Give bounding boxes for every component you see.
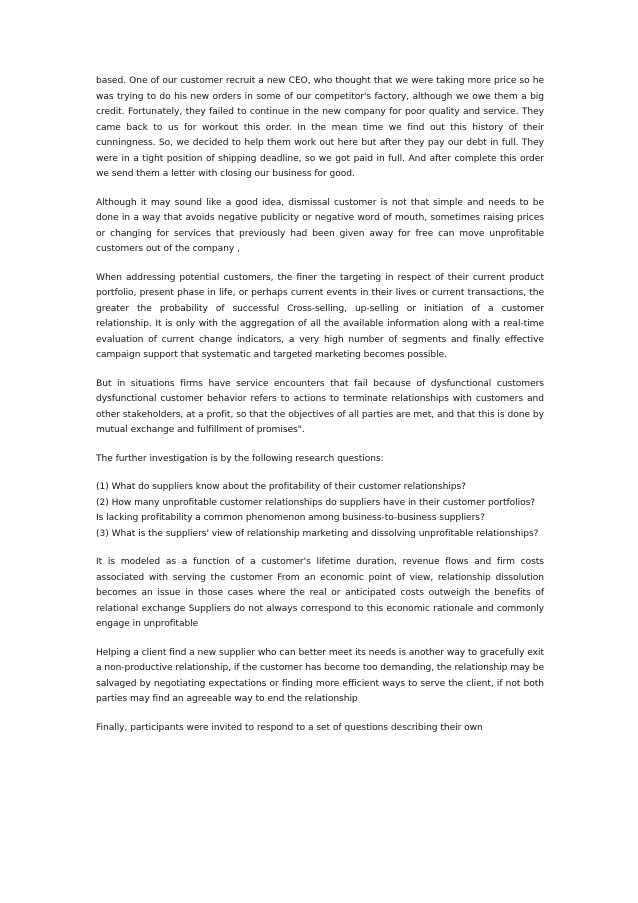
research-question-2: (2) How many unprofitable customer relationships do suppliers have in their customer portfolios? (96, 497, 536, 508)
paragraph-participants: Finally, participants were invited to respond to a set of questions describing their own (96, 722, 483, 733)
research-questions-list (96, 480, 544, 542)
paragraph-new-supplier: Helping a client find a new supplier who can better meet its needs is another way to gracefully exit a non-productive relationship, if the customer has become too demanding, the relationship may be salvaged by negotiating expectations or finding more efficient ways to serve the client, if not both parties may find an agreeable way to end the relationship (96, 647, 545, 704)
research-question-3: (3) What is the suppliers' view of relationship marketing and dissolving unprofitable relationships? (96, 528, 539, 539)
paragraph-potential-customers: When addressing potential customers, the finer the targeting in respect of their current product portfolio, present phase in life, or perhaps current events in their lives or current transactions, the greater the probability of successful Cross-selling, up-selling or initiation of a customer relationship. It is only with the aggregation of all the available information along with a real-time evaluation of current change indicators, a very high number of segments and finally effective campaign support that systematic and targeted marketing becomes possible. (96, 272, 544, 360)
research-question-2b: Is lacking profitability a common phenomenon among business-to-business suppliers? (96, 513, 485, 523)
paragraph-dysfunctional-customers: But in situations firms have service encounters that fail because of dysfunctional customers dysfunctional customer behavior refers to actions to terminate relationships with customers and other stakeholders, at a profit, so that the objectives of all parties are met, and that this is done by mutual exchange and fulfillment of promises". (96, 378, 544, 435)
paragraph-lifetime-model: It is modeled as a function of a customer's lifetime duration, revenue flows and firm costs associated with serving the customer From an economic point of view, relationship dissolution becomes an issue in those cases where the real or anticipated costs outweigh the benefits of relational exchange Suppliers do not always correspond to this economic rationale and commonly engage in unprofitable (96, 557, 544, 629)
research-question-1: (1) What do suppliers know about the profitability of their customer relationships? (96, 482, 466, 492)
paragraph-research-intro: The further investigation is by the following research questions: (96, 453, 384, 464)
paragraph-customer-ceo-story: based. One of our customer recruit a new CEO, who thought that we were taking more price so he was trying to do his new orders in some of our competitor's factory, although we owe them a big credit. Fortunately, they failed to continue in the new company for poor quality and service. They came back to us for workout this order. In the mean time we find out this history of their cunningness. So, we decided to help them work out here but after they pay our debt in full. They were in a tight position of shipping deadline, so we got paid in full. And after complete this order we send them a letter with closing our business for good. (96, 76, 544, 179)
document-page (96, 74, 544, 749)
paragraph-dismissal-customer: Although it may sound like a good idea, dismissal customer is not that simple and needs to be done in a way that avoids negative publicity or negative word of mouth, sometimes raising prices or changing for services that previously had been given away for free can move unprofitable customers out of the company , (96, 197, 544, 254)
